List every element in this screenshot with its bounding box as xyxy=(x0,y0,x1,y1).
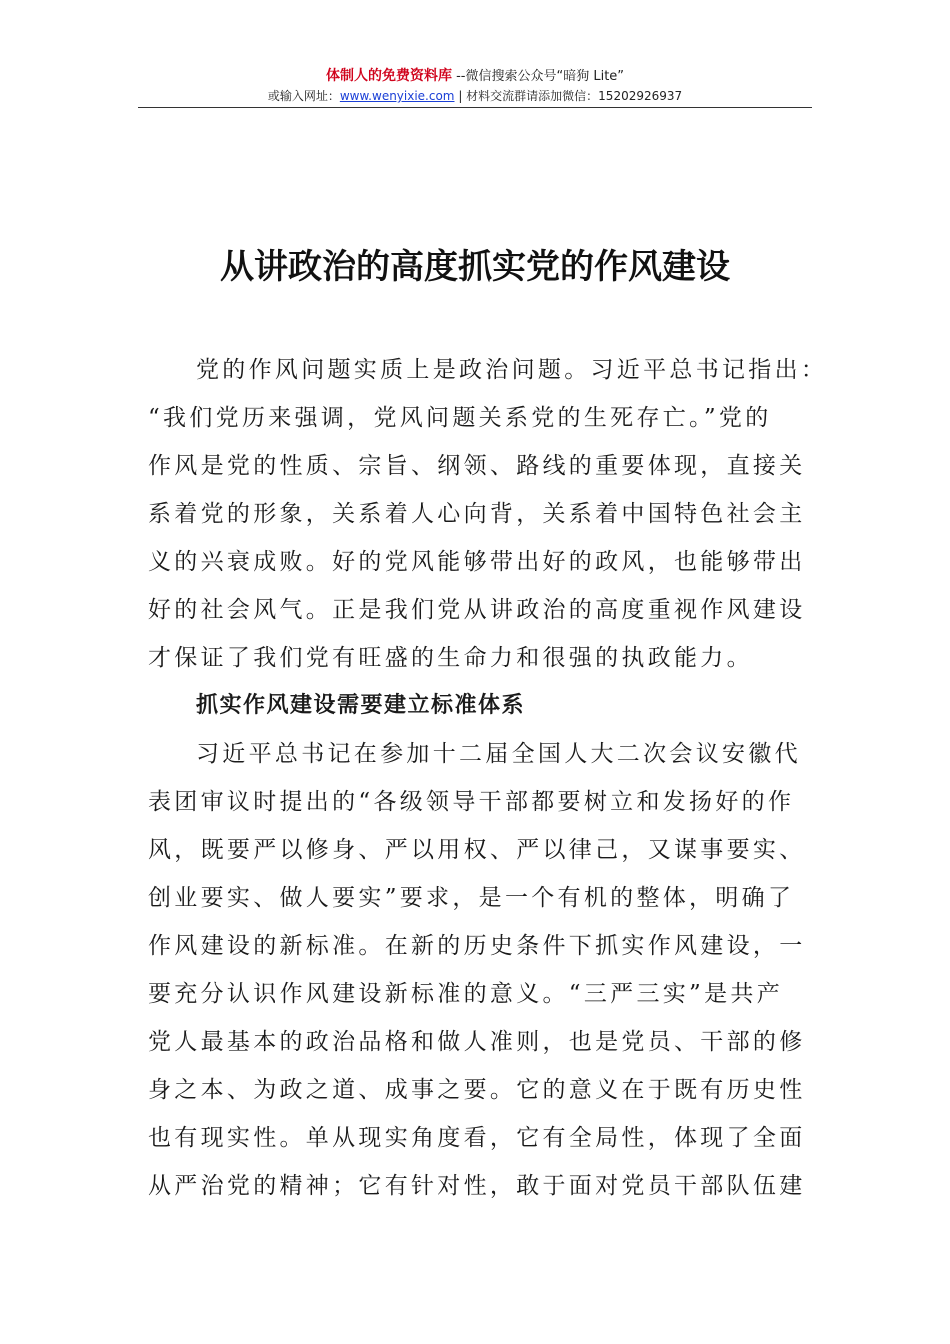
paragraph-line: 才保证了我们党有旺盛的生命力和很强的执政能力。 xyxy=(148,645,753,671)
paragraph-line: 从严治党的精神；它有针对性，敢于面对党员干部队伍建 xyxy=(148,1173,806,1199)
paragraph-line: 风，既要严以修身、严以用权、严以律己，又谋事要实、 xyxy=(148,837,806,863)
section-heading: 抓实作风建设需要建立标准体系 xyxy=(196,693,526,718)
url-prefix: 或输入网址： xyxy=(267,89,340,103)
paragraph-line: 党的作风问题实质上是政治问题。习近平总书记指出： xyxy=(196,357,828,383)
paragraph-line: 系着党的形象，关系着人心向背，关系着中国特色社会主 xyxy=(148,501,806,527)
page-header xyxy=(138,66,812,105)
paragraph-line: 也有现实性。单从现实角度看，它有全局性，体现了全面 xyxy=(148,1125,806,1151)
header-divider xyxy=(138,107,812,108)
document-title: 从讲政治的高度抓实党的作风建设 xyxy=(220,247,730,287)
paragraph-line: 表团审议时提出的“各级领导干部都要树立和发扬好的作 xyxy=(148,789,795,815)
header-brand-line xyxy=(138,66,812,87)
document-body xyxy=(148,346,828,1210)
paragraph-line: 作风是党的性质、宗旨、纲领、路线的重要体现，直接关 xyxy=(148,453,806,479)
paragraph-line: “我们党历来强调，党风问题关系党的生死存亡。”党的 xyxy=(148,405,772,431)
paragraph-line: 好的社会风气。正是我们党从讲政治的高度重视作风建设 xyxy=(148,597,806,623)
paragraph-line: 创业要实、做人要实”要求，是一个有机的整体，明确了 xyxy=(148,885,795,911)
paragraph-line: 要充分认识作风建设新标准的意义。“三严三实”是共产 xyxy=(148,981,784,1007)
paragraph-line: 习近平总书记在参加十二届全国人大二次会议安徽代 xyxy=(196,741,801,767)
brand-suffix: --微信搜索公众号“暗狗 Lite” xyxy=(451,69,625,84)
paragraph-line: 身之本、为政之道、成事之要。它的意义在于既有历史性 xyxy=(148,1077,806,1103)
paragraph-line: 义的兴衰成败。好的党风能够带出好的政风，也能够带出 xyxy=(148,549,806,575)
paragraph-line: 作风建设的新标准。在新的历史条件下抓实作风建设，一 xyxy=(148,933,806,959)
website-link[interactable]: www.wenyixie.com xyxy=(339,89,455,103)
header-contact-line xyxy=(138,87,812,105)
brand-name: 体制人的免费资料库 xyxy=(325,68,452,84)
contact-suffix: | 材料交流群请添加微信：15202926937 xyxy=(454,89,683,103)
paragraph-line: 党人最基本的政治品格和做人准则，也是党员、干部的修 xyxy=(148,1029,806,1055)
